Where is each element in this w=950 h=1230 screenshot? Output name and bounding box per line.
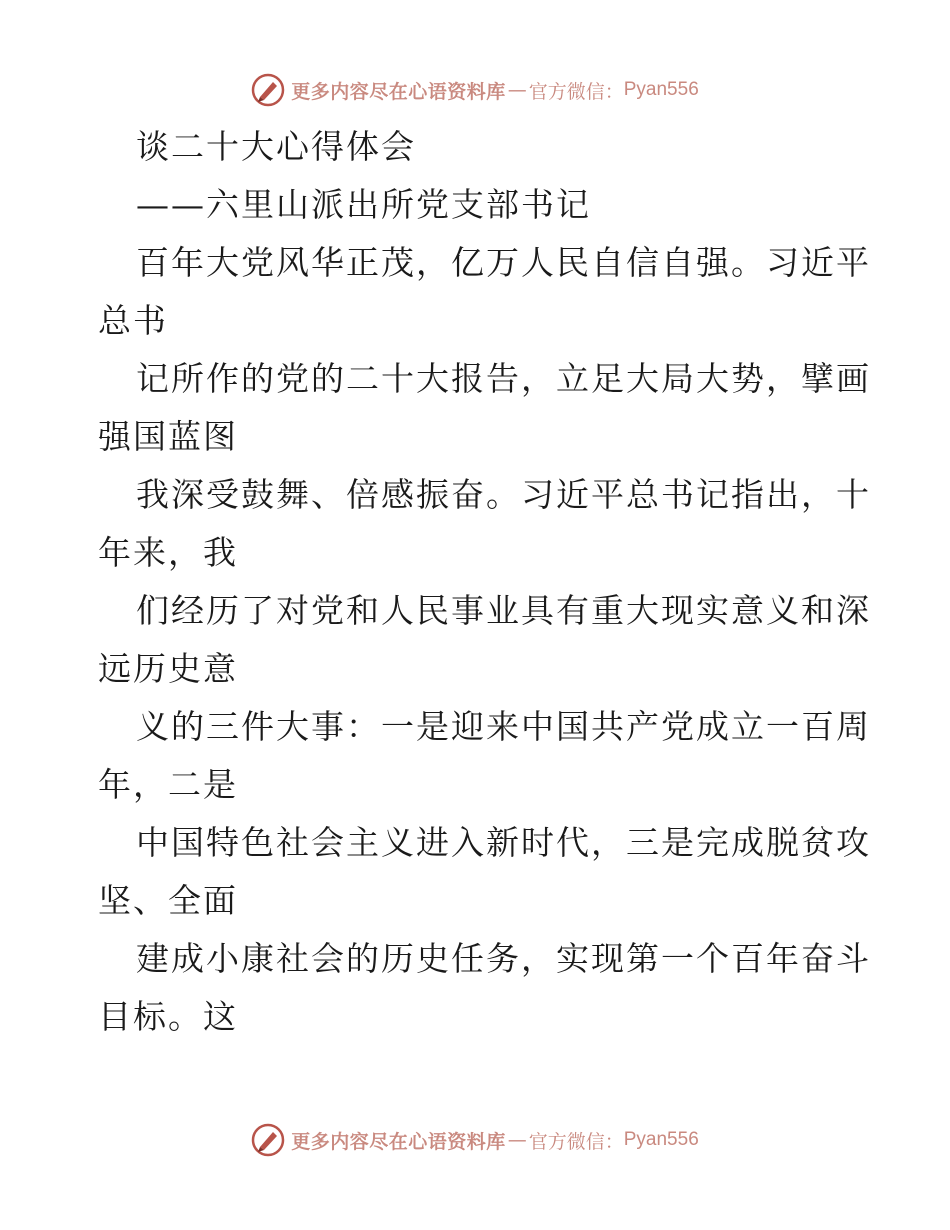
text-line: 建成小康社会的历史任务，实现第一个百年奋斗: [136, 939, 871, 978]
text-line: 总书: [98, 301, 168, 340]
text-line: 强国蓝图: [98, 417, 238, 456]
text-line: 坚、全面: [98, 881, 238, 920]
watermark-main-text: 更多内容尽在心语资料库: [291, 80, 506, 103]
pen-logo-icon: [251, 73, 285, 107]
text-line: 中国特色社会主义进入新时代，三是完成脱贫攻: [136, 823, 871, 862]
watermark-wechat-id: Pyan556: [623, 79, 699, 100]
footer-watermark: [0, 1120, 950, 1160]
watermark-wechat-id: Pyan556: [623, 1129, 699, 1150]
watermark-dash: —: [507, 1129, 527, 1151]
document-byline: ——六里山派出所党支部书记: [136, 185, 591, 224]
header-watermark: [0, 70, 950, 110]
text-line: 记所作的党的二十大报告，立足大局大势，擘画: [136, 359, 871, 398]
text-line: 年来，我: [98, 533, 238, 572]
pen-logo-icon: [251, 1123, 285, 1157]
document-body: [98, 118, 871, 1046]
text-line: 我深受鼓舞、倍感振奋。习近平总书记指出，十: [136, 475, 871, 514]
watermark-official-label: 官方微信：: [528, 80, 624, 103]
document-title: 谈二十大心得体会: [136, 127, 416, 166]
text-line: 年，二是: [98, 765, 238, 804]
watermark-dash: —: [507, 79, 527, 101]
text-line: 远历史意: [98, 649, 238, 688]
watermark-official-label: 官方微信：: [528, 1130, 624, 1153]
watermark-main-text: 更多内容尽在心语资料库: [291, 1130, 506, 1153]
text-line: 义的三件大事：一是迎来中国共产党成立一百周: [136, 707, 871, 746]
text-line: 们经历了对党和人民事业具有重大现实意义和深: [136, 591, 871, 630]
text-line: 目标。这: [98, 997, 238, 1036]
text-line: 百年大党风华正茂，亿万人民自信自强。习近平: [136, 243, 871, 282]
